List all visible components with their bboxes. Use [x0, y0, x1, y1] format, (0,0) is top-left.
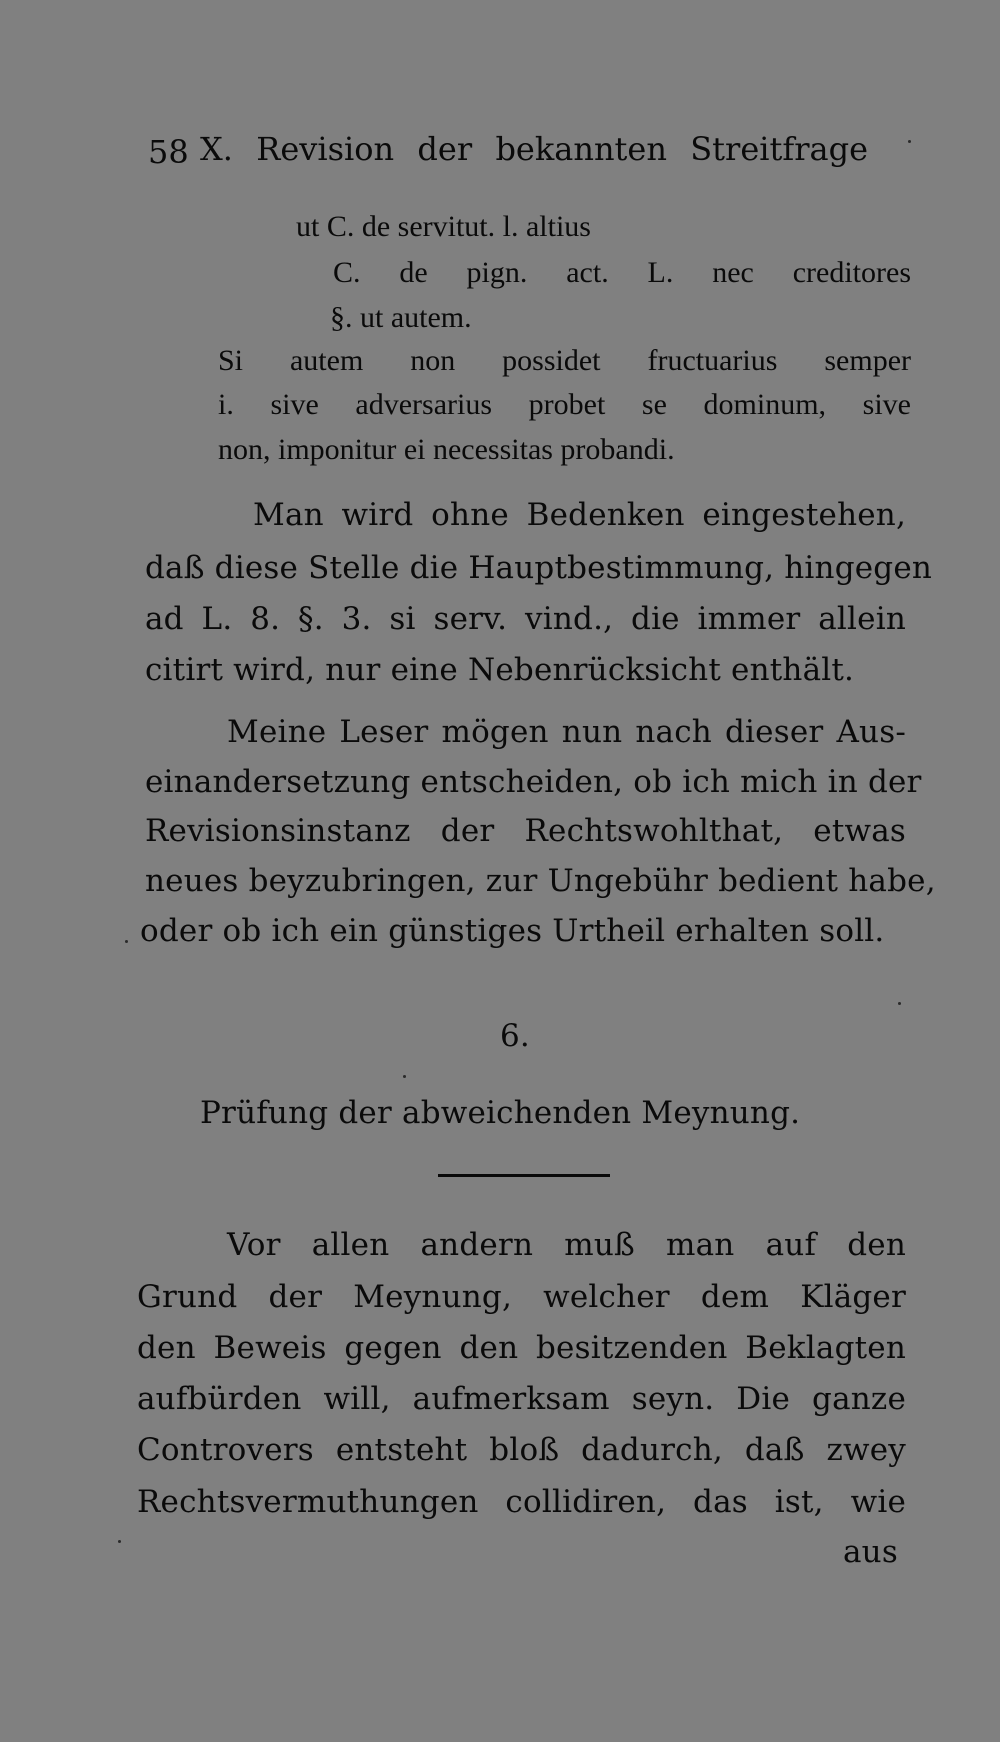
citation-line: Si autem non possidet fructuarius semper [218, 344, 911, 377]
paragraph-line: Controvers entsteht bloß dadurch, daß zwey [137, 1432, 906, 1468]
scan-speck [118, 1540, 121, 1543]
paragraph-line: Rechtsvermuthungen collidiren, das ist, wie [137, 1484, 906, 1520]
paragraph-line: Vor allen andern muß man auf den [227, 1227, 906, 1263]
paragraph-line: Grund der Meynung, welcher dem Kläger [137, 1279, 906, 1315]
scan-speck [908, 140, 911, 143]
catchword: aus [843, 1534, 898, 1570]
scan-speck [125, 940, 128, 943]
paragraph-line: aufbürden will, aufmerksam seyn. Die ganze [137, 1381, 906, 1417]
paragraph-line: den Beweis gegen den besitzenden Beklagten [137, 1330, 906, 1366]
citation-line: ut C. de servitut. l. altius [296, 210, 591, 243]
paragraph-line: einandersetzung entscheiden, ob ich mich in der [145, 764, 922, 800]
paragraph-line: citirt wird, nur eine Nebenrücksicht enthält. [145, 652, 855, 688]
citation-line: §. ut autem. [330, 301, 472, 334]
scan-speck [898, 1002, 901, 1005]
scan-speck [403, 1075, 406, 1078]
citation-line: non, imponitur ei necessitas probandi. [218, 433, 675, 466]
paragraph-line: Meine Leser mögen nun nach dieser Aus- [227, 714, 906, 750]
section-number: 6. [500, 1018, 530, 1054]
section-title: Prüfung der abweichenden Meynung. [200, 1095, 801, 1131]
citation-line: C. de pign. act. L. nec creditores [333, 256, 911, 289]
page-number: 58 [148, 133, 189, 171]
paragraph-line: neues beyzubringen, zur Ungebühr bedient habe, [145, 863, 936, 899]
citation-line: i. sive adversarius probet se dominum, sive [218, 388, 911, 421]
paragraph-line: daß diese Stelle die Hauptbestimmung, hingegen [145, 550, 933, 586]
running-title: X. Revision der bekannten Streitfrage [200, 130, 868, 168]
paragraph-line: Man wird ohne Bedenken eingestehen, [253, 497, 906, 533]
section-divider [438, 1174, 610, 1177]
paragraph-line: ad L. 8. §. 3. si serv. vind., die immer allein [145, 601, 906, 637]
paragraph-line: oder ob ich ein günstiges Urtheil erhalten soll. [140, 913, 885, 949]
paragraph-line: Revisionsinstanz der Rechtswohlthat, etwas [145, 813, 906, 849]
